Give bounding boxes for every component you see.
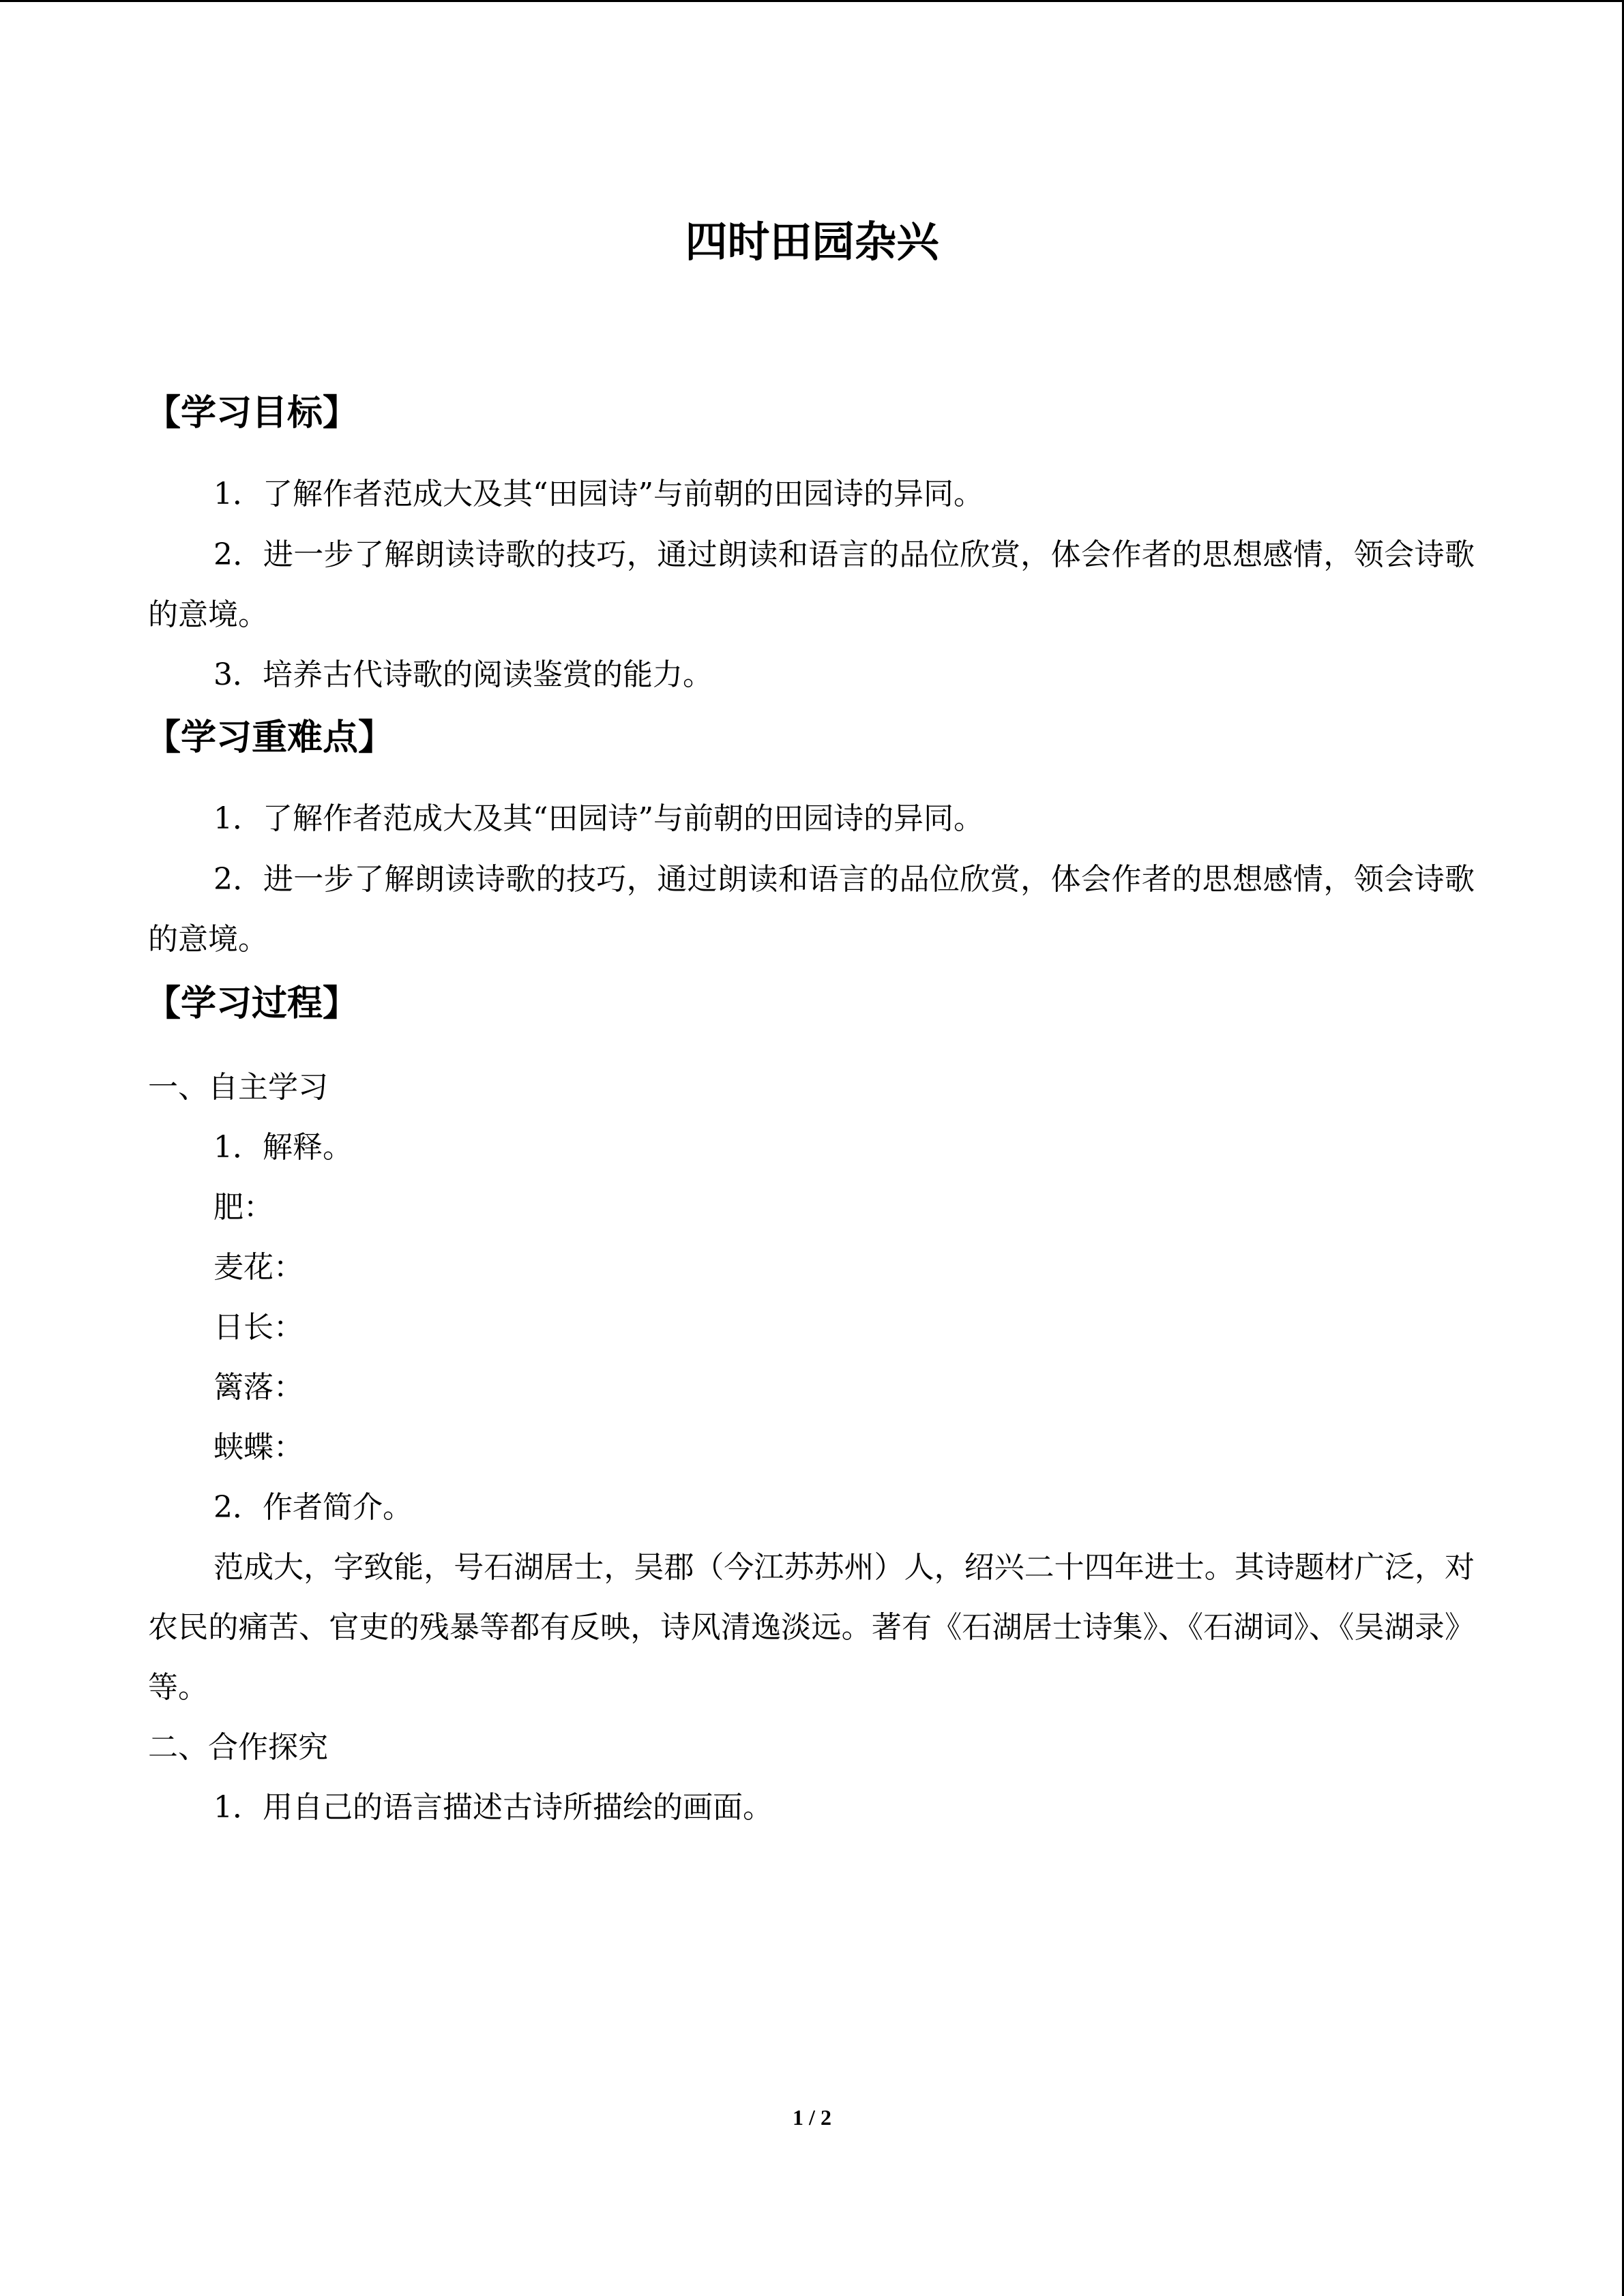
objective-item-2: 2．进一步了解朗读诗歌的技巧，通过朗读和语言的品位欣赏，体会作者的思想感情，领会诗歌的意境。 <box>148 537 1475 632</box>
self-study-heading: 一、自主学习 <box>148 1070 328 1105</box>
key-point-item-2: 2．进一步了解朗读诗歌的技巧，通过朗读和语言的品位欣赏，体会作者的思想感情，领会诗歌的意境。 <box>148 862 1475 957</box>
objective-item-1: 1．了解作者范成大及其“田园诗”与前朝的田园诗的异同。 <box>213 477 984 511</box>
term-item: 蛱蝶： <box>213 1430 304 1465</box>
key-point-item-1: 1．了解作者范成大及其“田园诗”与前朝的田园诗的异同。 <box>213 801 984 836</box>
self-study-q2: 2．作者简介。 <box>213 1490 413 1525</box>
objective-item-3: 3．培养古代诗歌的阅读鉴赏的能力。 <box>213 657 713 692</box>
term-item: 麦花： <box>213 1250 304 1285</box>
cooperation-heading: 二、合作探究 <box>148 1730 328 1765</box>
author-intro: 范成大，字致能，号石湖居士，吴郡（今江苏苏州）人，绍兴二十四年进士。其诗题材广泛，对农民的痛苦、官吏的残暴等都有反映，诗风清逸淡远。著有《石湖居士诗集》、《石湖词》、《吴湖录》等。 <box>148 1550 1475 1705</box>
objectives-heading: 【学习目标】 <box>145 393 359 434</box>
term-item: 篱落： <box>213 1370 304 1405</box>
self-study-q1: 1．解释。 <box>213 1130 353 1165</box>
key-points-heading: 【学习重难点】 <box>145 717 394 758</box>
term-item: 肥： <box>213 1190 274 1225</box>
cooperation-q1: 1．用自己的语言描述古诗所描绘的画面。 <box>213 1790 773 1825</box>
document-title: 四时田园杂兴 <box>685 217 939 267</box>
page-number: 1 / 2 <box>793 2105 831 2130</box>
process-heading: 【学习过程】 <box>145 983 359 1024</box>
term-item: 日长： <box>213 1310 304 1345</box>
